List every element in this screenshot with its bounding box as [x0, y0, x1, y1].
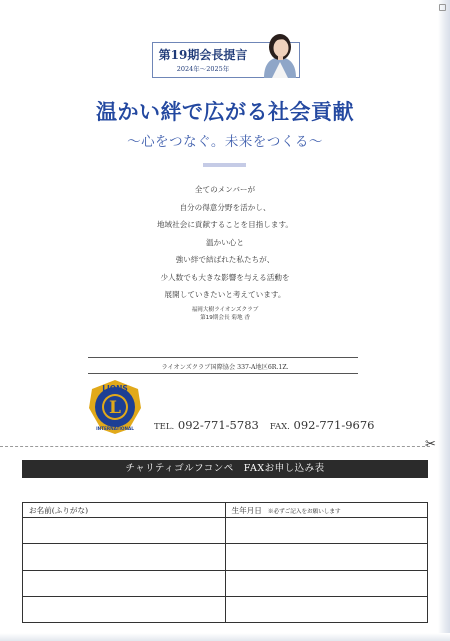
application-form-table: [22, 502, 428, 623]
form-row: [23, 596, 428, 622]
form-row: [23, 570, 428, 596]
message-line: 少人数でも大きな影響を与える活動を: [160, 272, 290, 282]
message-body: [0, 181, 450, 304]
signature: [0, 306, 450, 322]
message-line: 温かい心と: [206, 237, 244, 247]
birthdate-field[interactable]: [225, 596, 428, 622]
form-row: [23, 518, 428, 544]
name-field[interactable]: [23, 570, 226, 596]
page-bottom-edge: [0, 633, 450, 641]
name-field[interactable]: [23, 544, 226, 570]
message-line: 自分の得意分野を活かし、: [179, 202, 271, 212]
fax-label: FAX.: [269, 422, 290, 432]
name-field[interactable]: [23, 518, 226, 544]
fax-number: 092-771-9676: [293, 418, 375, 432]
birthdate-column-header: 生年月日 ※必ずご記入をお願いします: [225, 503, 428, 518]
contact-numbers: [154, 418, 374, 432]
birthdate-note: ※必ずご記入をお願いします: [267, 508, 341, 515]
message-line: 強い絆で結ばれた私たちが、: [175, 255, 275, 264]
message-line: 地域社会に貢献することを目指します。: [156, 220, 294, 229]
address-rule-bottom: [88, 373, 358, 374]
message-line: 展開していきたいと考えています。: [164, 290, 286, 299]
president-portrait: [258, 28, 302, 78]
message-line: 全てのメンバーが: [194, 185, 256, 194]
district-address: ライオンズクラブ国際協会 337-A地区6R.1Z.: [161, 364, 289, 371]
tel-label: TEL.: [154, 422, 175, 432]
birthdate-field[interactable]: [225, 518, 428, 544]
sub-headline: 〜心をつなぐ。未来をつくる〜: [127, 134, 323, 150]
signature-club: 福岡大樹ライオンズクラブ: [191, 307, 259, 313]
svg-text:LIONS: LIONS: [102, 384, 128, 393]
birthdate-field[interactable]: [225, 570, 428, 596]
tel-number: 092-771-5783: [177, 418, 259, 432]
svg-text:L: L: [109, 398, 121, 418]
form-row: [23, 544, 428, 570]
birthdate-field[interactable]: [225, 544, 428, 570]
scissors-icon: ✂: [425, 437, 436, 452]
divider-bar: [203, 163, 246, 167]
cut-line: [0, 446, 430, 447]
corner-marker: [439, 4, 446, 11]
badge-years: 2024年〜2025年: [176, 65, 230, 73]
lions-logo: [86, 378, 144, 436]
name-column-header: お名前(ふりがな): [23, 503, 226, 518]
form-title-bar: チャリティゴルフコンペ FAXお申し込み表: [22, 460, 428, 478]
main-headline: 温かい絆で広がる社会貢献: [96, 100, 354, 124]
signature-president: 第19期会長 菊地 香: [200, 315, 250, 321]
badge-title: 第19期会長提言: [158, 48, 248, 62]
form-header-row: [23, 503, 428, 518]
address-rule-top: [88, 357, 358, 358]
name-field[interactable]: [23, 596, 226, 622]
svg-text:INTERNATIONAL: INTERNATIONAL: [96, 426, 134, 431]
